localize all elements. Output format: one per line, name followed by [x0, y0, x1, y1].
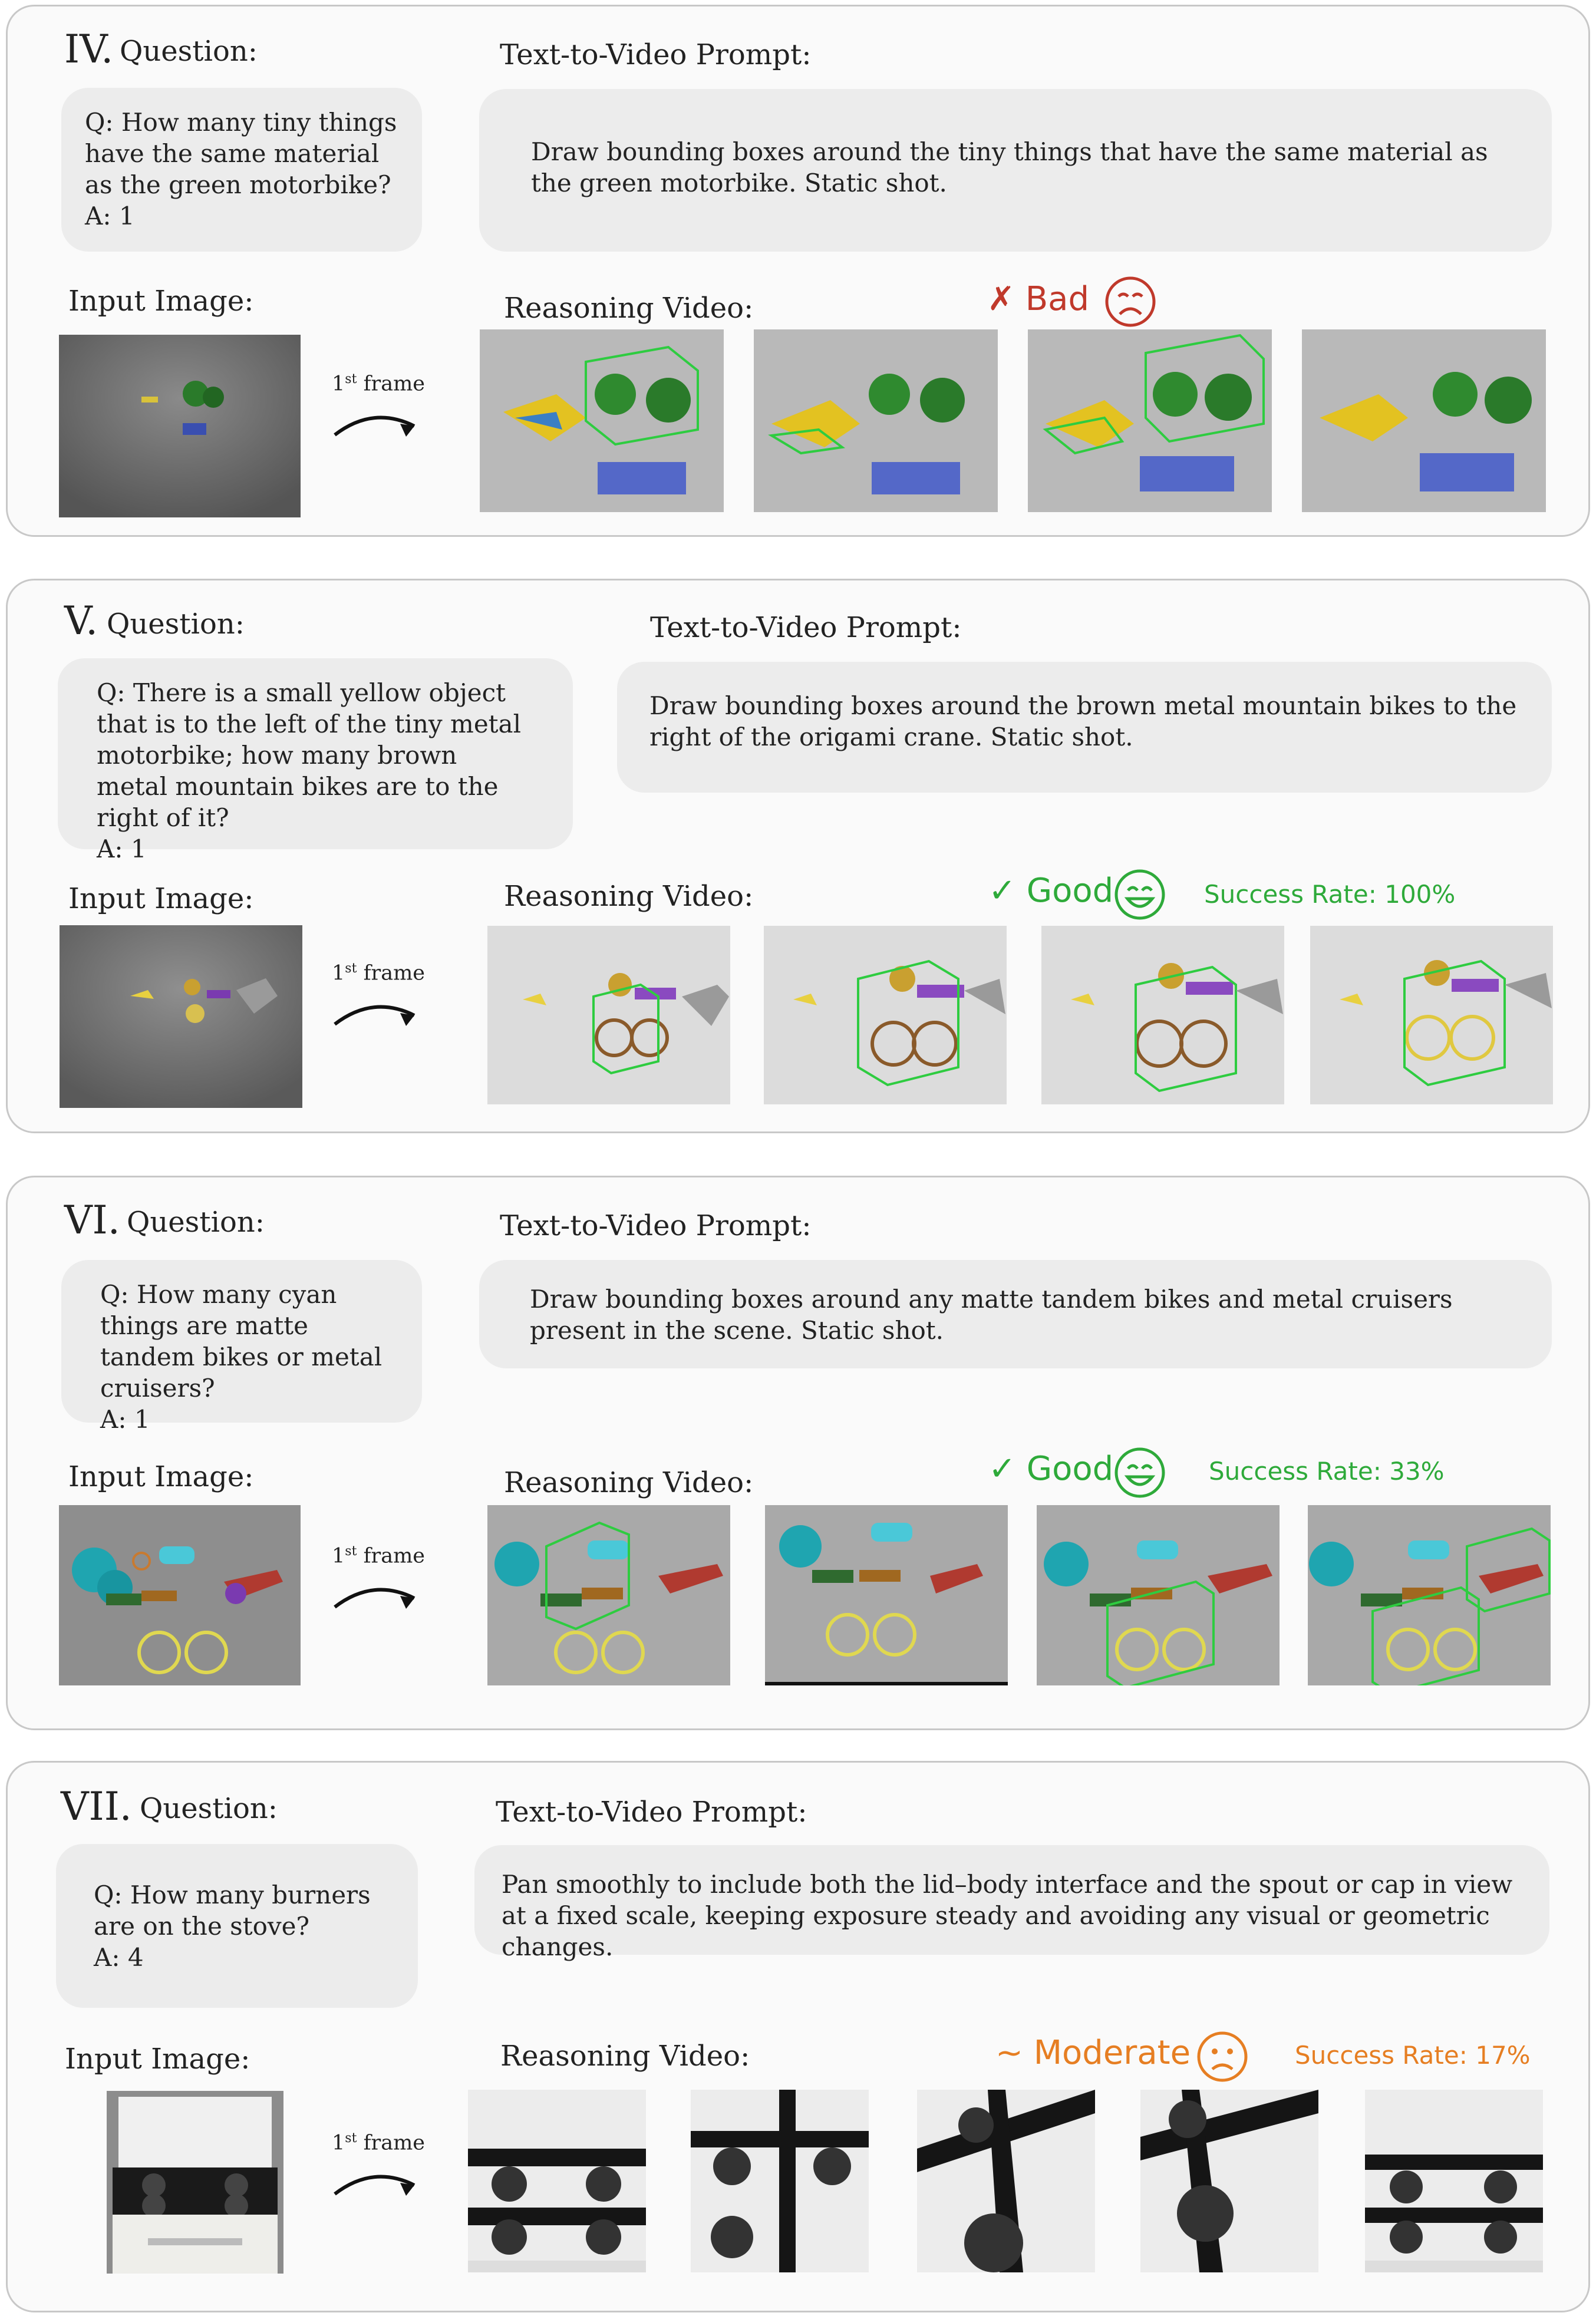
- success-rate: Success Rate: 33%: [1209, 1457, 1445, 1486]
- arrow-icon: [326, 403, 432, 444]
- reasoning-video-label: Reasoning Video:: [504, 1466, 754, 1499]
- question-label: Question:: [127, 1206, 265, 1239]
- video-frame-5: [1365, 2090, 1543, 2272]
- first-frame-label: 1st frame: [332, 2131, 426, 2155]
- verdict-label: ✓ Good: [988, 872, 1114, 910]
- prompt-bubble: [479, 1260, 1552, 1368]
- question-text: Q: How many cyan things are matte tandem bikes or metal cruisers?: [100, 1280, 382, 1403]
- first-frame-label: 1st frame: [332, 372, 426, 396]
- panel-vi: [6, 1176, 1590, 1730]
- question-bubble: [61, 88, 422, 252]
- verdict-label: ✗ Bad: [987, 280, 1090, 318]
- question-bubble: [56, 1844, 418, 2008]
- input-image-label: Input Image:: [68, 285, 254, 318]
- question-label: Question:: [120, 35, 258, 68]
- video-frame-2: [765, 1505, 1008, 1685]
- prompt-label: Text-to-Video Prompt:: [500, 1209, 812, 1242]
- prompt-label: Text-to-Video Prompt:: [496, 1796, 807, 1829]
- input-image-label: Input Image:: [65, 2043, 250, 2076]
- arrow-icon: [326, 2162, 432, 2203]
- prompt-text: Draw bounding boxes around the tiny things that have the same material as the green motorbike. Static shot.: [531, 137, 1488, 197]
- prompt-bubble: [479, 89, 1552, 252]
- reasoning-video-label: Reasoning Video:: [504, 880, 754, 913]
- video-frame-2: [691, 2090, 869, 2272]
- first-frame-label: 1st frame: [332, 1544, 426, 1568]
- panel-number: VI.: [64, 1197, 120, 1243]
- question-text: Q: How many tiny things have the same material as the green motorbike?: [85, 108, 397, 199]
- input-image: [107, 2091, 283, 2274]
- reasoning-video-label: Reasoning Video:: [504, 292, 754, 325]
- first-frame-label: 1st frame: [332, 961, 426, 985]
- video-frame-3: [1041, 926, 1284, 1104]
- question-label: Question:: [140, 1792, 278, 1825]
- reasoning-video-label: Reasoning Video:: [500, 2040, 750, 2073]
- video-frame-2: [764, 926, 1007, 1104]
- question-text: Q: There is a small yellow object that is to the left of the tiny metal motorbike; how many brown metal mountain bikes are to the right of it?: [97, 678, 522, 832]
- smile-face-icon: [1113, 868, 1166, 921]
- answer-text: A: 1: [97, 834, 147, 863]
- video-frame-4: [1310, 926, 1553, 1104]
- panel-number: V.: [64, 598, 98, 644]
- arrow-icon: [326, 992, 432, 1033]
- panel-number: IV.: [64, 27, 114, 72]
- answer-text: A: 1: [85, 202, 135, 230]
- answer-text: A: 4: [94, 1943, 144, 1972]
- success-rate: Success Rate: 17%: [1295, 2041, 1531, 2070]
- video-frame-1: [487, 1505, 730, 1685]
- prompt-text: Draw bounding boxes around the brown metal mountain bikes to the right of the origami crane. Static shot.: [649, 691, 1517, 751]
- success-rate: Success Rate: 100%: [1204, 880, 1456, 909]
- video-frame-2: [754, 329, 998, 512]
- video-frame-3: [1028, 329, 1272, 512]
- prompt-label: Text-to-Video Prompt:: [500, 38, 812, 71]
- panel-number: VII.: [61, 1784, 132, 1829]
- video-frame-1: [480, 329, 724, 512]
- video-frame-4: [1140, 2090, 1318, 2272]
- smile-face-icon: [1113, 1446, 1166, 1499]
- video-frame-4: [1302, 329, 1546, 512]
- video-frame-1: [487, 926, 730, 1104]
- video-frame-3: [917, 2090, 1095, 2272]
- neutral-face-icon: [1196, 2030, 1249, 2083]
- verdict-label: ✓ Good: [988, 1450, 1114, 1488]
- input-image-label: Input Image:: [68, 882, 254, 915]
- frown-face-icon: [1104, 275, 1157, 328]
- prompt-label: Text-to-Video Prompt:: [650, 611, 962, 644]
- video-frame-3: [1037, 1505, 1280, 1685]
- panel-iv: [6, 5, 1590, 537]
- arrow-icon: [326, 1575, 432, 1616]
- prompt-text: Draw bounding boxes around any matte tandem bikes and metal cruisers present in the scene. Static shot.: [530, 1285, 1453, 1345]
- prompt-text: Pan smoothly to include both the lid–body interface and the spout or cap in view at a fixed scale, keeping exposure steady and avoiding any visual or geometric changes.: [502, 1870, 1513, 1961]
- panel-vii: [6, 1761, 1590, 2312]
- question-label: Question:: [107, 608, 245, 641]
- answer-text: A: 1: [100, 1405, 150, 1434]
- prompt-bubble: [617, 662, 1552, 793]
- question-bubble: [61, 1260, 422, 1434]
- video-frame-4: [1308, 1505, 1551, 1685]
- input-image: [60, 925, 302, 1108]
- video-frame-1: [468, 2090, 646, 2272]
- input-image-label: Input Image:: [68, 1460, 254, 1493]
- verdict-label: ~ Moderate: [995, 2034, 1191, 2072]
- question-text: Q: How many burners are on the stove?: [94, 1880, 371, 1941]
- question-bubble: [58, 658, 573, 863]
- input-image: [59, 1505, 301, 1685]
- input-image: [59, 335, 301, 517]
- panel-v: [6, 579, 1590, 1133]
- prompt-bubble: [474, 1845, 1549, 1961]
